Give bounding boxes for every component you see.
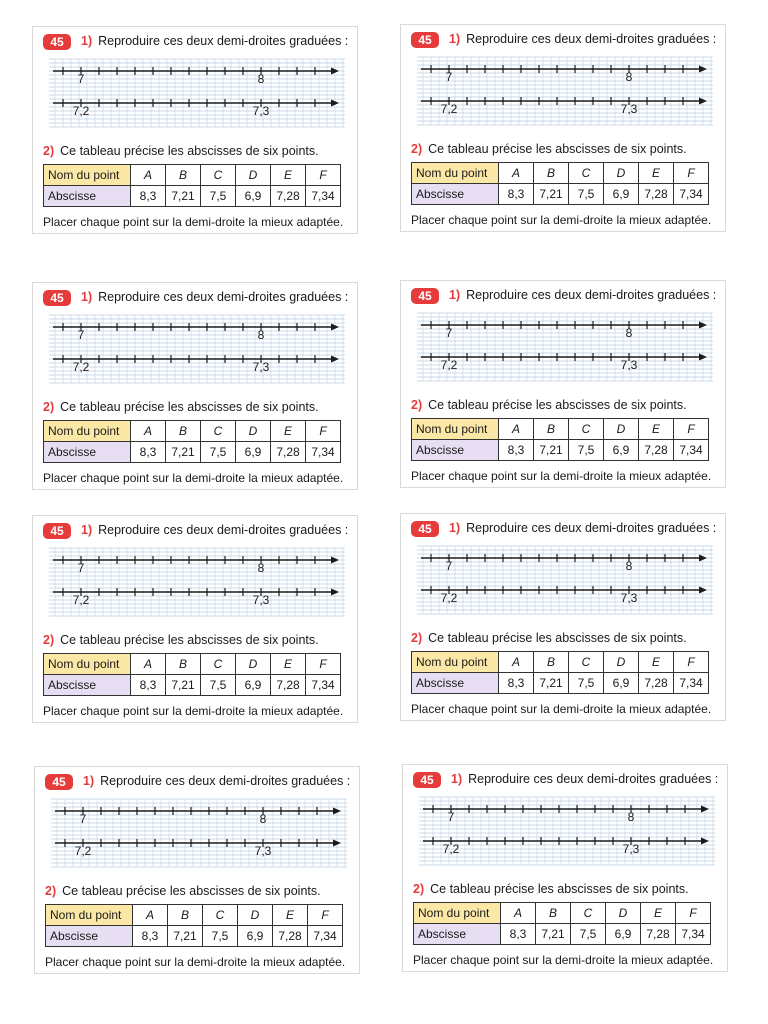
- instruction-text: Placer chaque point sur la demi-droite la mieux adaptée.: [43, 215, 344, 229]
- table-cell-value: 8,3: [499, 440, 534, 461]
- row-header-point-name: Nom du point: [44, 654, 131, 675]
- question-1: [449, 521, 716, 535]
- graduated-lines-figure: [49, 546, 345, 618]
- abscissa-table: [43, 420, 341, 463]
- row-header-abscissa: Abscisse: [44, 675, 131, 696]
- table-cell-point: A: [499, 419, 534, 440]
- question-1-number: 1): [83, 774, 95, 788]
- tick-label: 8: [625, 70, 633, 84]
- question-2-number: 2): [411, 631, 423, 645]
- table-cell-point: E: [271, 165, 306, 186]
- table-cell-value: 7,5: [201, 442, 236, 463]
- table-cell-value: 7,28: [271, 675, 306, 696]
- question-1: [449, 288, 716, 302]
- table-cell-value: 7,21: [166, 442, 201, 463]
- question-1-number: 1): [81, 523, 93, 537]
- instruction-text: Placer chaque point sur la demi-droite la mieux adaptée.: [411, 469, 712, 483]
- instruction-text: Placer chaque point sur la demi-droite la mieux adaptée.: [411, 702, 712, 716]
- table-cell-point: D: [236, 654, 271, 675]
- tick-label: 7: [79, 812, 87, 826]
- table-cell-point: C: [571, 903, 606, 924]
- table-cell-point: F: [674, 163, 709, 184]
- table-cell-value: 7,34: [674, 184, 709, 205]
- question-2-text: Ce tableau précise les abscisses de six points.: [428, 398, 687, 412]
- question-1: [83, 774, 350, 788]
- tick-label: 8: [625, 559, 633, 573]
- question-1: [449, 32, 716, 46]
- tick-label: 8: [257, 328, 265, 342]
- question-2: [43, 633, 319, 647]
- table-cell-point: F: [306, 165, 341, 186]
- abscissa-table: [411, 651, 709, 694]
- question-1-number: 1): [449, 32, 461, 46]
- table-cell-value: 7,5: [569, 184, 604, 205]
- table-cell-value: 7,34: [676, 924, 711, 945]
- row-header-abscissa: Abscisse: [412, 184, 499, 205]
- question-1-text: Reproduire ces deux demi-droites graduées :: [98, 290, 349, 304]
- tick-label: 8: [257, 72, 265, 86]
- table-cell-value: 7,28: [273, 926, 308, 947]
- table-row-abscissa: [412, 184, 709, 205]
- table-cell-value: 7,5: [203, 926, 238, 947]
- graduated-lines-figure: [417, 544, 713, 616]
- table-cell-value: 6,9: [604, 184, 639, 205]
- table-cell-point: A: [499, 163, 534, 184]
- question-1-text: Reproduire ces deux demi-droites graduées :: [466, 32, 717, 46]
- graduated-lines-figure: [417, 311, 713, 383]
- exercise-card: [32, 515, 358, 723]
- exercise-number-badge: 45: [411, 32, 439, 48]
- table-row-abscissa: [44, 186, 341, 207]
- question-2-number: 2): [411, 398, 423, 412]
- exercise-number-badge: 45: [411, 521, 439, 537]
- tick-label: 7: [445, 326, 453, 340]
- table-cell-point: E: [641, 903, 676, 924]
- table-cell-point: C: [569, 652, 604, 673]
- instruction-text: Placer chaque point sur la demi-droite la mieux adaptée.: [411, 213, 712, 227]
- table-cell-value: 7,5: [201, 186, 236, 207]
- table-cell-point: D: [238, 905, 273, 926]
- table-row-points: [44, 421, 341, 442]
- table-cell-value: 6,9: [236, 442, 271, 463]
- question-1-text: Reproduire ces deux demi-droites graduées :: [98, 523, 349, 537]
- question-1-number: 1): [449, 288, 461, 302]
- table-cell-point: E: [271, 654, 306, 675]
- tick-label: 7,3: [620, 358, 638, 372]
- tick-label: 7,3: [622, 842, 640, 856]
- table-cell-value: 7,28: [639, 440, 674, 461]
- table-cell-point: D: [604, 163, 639, 184]
- table-cell-value: 7,34: [306, 442, 341, 463]
- table-cell-value: 7,34: [308, 926, 343, 947]
- abscissa-table: [43, 653, 341, 696]
- row-header-abscissa: Abscisse: [44, 442, 131, 463]
- table-row-points: [44, 165, 341, 186]
- table-cell-point: E: [273, 905, 308, 926]
- table-cell-value: 7,21: [536, 924, 571, 945]
- row-header-abscissa: Abscisse: [414, 924, 501, 945]
- graduated-lines-figure: [49, 313, 345, 385]
- question-2: [411, 631, 687, 645]
- table-cell-value: 7,34: [674, 440, 709, 461]
- table-cell-point: D: [604, 652, 639, 673]
- instruction-text: Placer chaque point sur la demi-droite la mieux adaptée.: [413, 953, 714, 967]
- row-header-abscissa: Abscisse: [44, 186, 131, 207]
- tick-label: 7: [77, 561, 85, 575]
- graduated-lines-figure: [51, 797, 347, 869]
- table-cell-value: 7,34: [674, 673, 709, 694]
- table-cell-point: A: [131, 421, 166, 442]
- question-2: [413, 882, 689, 896]
- table-cell-value: 7,34: [306, 186, 341, 207]
- table-cell-point: A: [501, 903, 536, 924]
- table-cell-value: 8,3: [131, 675, 166, 696]
- table-cell-value: 7,5: [569, 673, 604, 694]
- table-cell-value: 6,9: [236, 186, 271, 207]
- table-row-abscissa: [46, 926, 343, 947]
- tick-label: 7,2: [440, 591, 458, 605]
- table-cell-point: D: [236, 165, 271, 186]
- table-cell-point: C: [201, 421, 236, 442]
- exercise-card: [402, 764, 728, 972]
- table-row-points: [44, 654, 341, 675]
- table-row-abscissa: [412, 673, 709, 694]
- tick-label: 7: [445, 559, 453, 573]
- table-cell-point: D: [236, 421, 271, 442]
- question-2-text: Ce tableau précise les abscisses de six points.: [428, 631, 687, 645]
- table-cell-value: 7,28: [271, 186, 306, 207]
- question-1: [451, 772, 718, 786]
- exercise-card: [32, 26, 358, 234]
- table-cell-value: 8,3: [131, 442, 166, 463]
- table-cell-value: 7,21: [534, 673, 569, 694]
- question-1-number: 1): [81, 34, 93, 48]
- table-cell-point: B: [166, 654, 201, 675]
- table-cell-point: C: [201, 165, 236, 186]
- tick-label: 8: [259, 812, 267, 826]
- table-cell-point: E: [639, 163, 674, 184]
- table-cell-value: 7,28: [271, 442, 306, 463]
- table-cell-point: F: [674, 652, 709, 673]
- graduated-lines-figure: [419, 795, 715, 867]
- tick-label: 7: [77, 72, 85, 86]
- row-header-point-name: Nom du point: [412, 419, 499, 440]
- exercise-number-badge: 45: [43, 523, 71, 539]
- row-header-abscissa: Abscisse: [412, 673, 499, 694]
- question-2-number: 2): [413, 882, 425, 896]
- table-cell-point: A: [133, 905, 168, 926]
- tick-label: 7,3: [252, 360, 270, 374]
- table-cell-point: F: [306, 421, 341, 442]
- table-cell-point: E: [639, 419, 674, 440]
- table-cell-point: C: [569, 419, 604, 440]
- row-header-point-name: Nom du point: [412, 163, 499, 184]
- exercise-number-badge: 45: [411, 288, 439, 304]
- table-row-abscissa: [414, 924, 711, 945]
- table-cell-value: 8,3: [133, 926, 168, 947]
- exercise-card: [400, 513, 726, 721]
- tick-label: 7,2: [72, 360, 90, 374]
- table-cell-point: F: [306, 654, 341, 675]
- table-cell-point: B: [166, 421, 201, 442]
- question-1: [81, 523, 348, 537]
- question-2-text: Ce tableau précise les abscisses de six points.: [430, 882, 689, 896]
- exercise-number-badge: 45: [45, 774, 73, 790]
- table-cell-value: 8,3: [501, 924, 536, 945]
- tick-label: 7,3: [252, 593, 270, 607]
- question-2-number: 2): [43, 633, 55, 647]
- table-cell-point: B: [168, 905, 203, 926]
- question-1-number: 1): [449, 521, 461, 535]
- question-1-text: Reproduire ces deux demi-droites graduées :: [98, 34, 349, 48]
- table-cell-value: 6,9: [238, 926, 273, 947]
- exercise-card: [32, 282, 358, 490]
- table-cell-value: 7,28: [641, 924, 676, 945]
- table-row-abscissa: [412, 440, 709, 461]
- table-cell-point: B: [534, 652, 569, 673]
- question-1-text: Reproduire ces deux demi-droites graduées :: [100, 774, 351, 788]
- row-header-abscissa: Abscisse: [46, 926, 133, 947]
- tick-label: 8: [627, 810, 635, 824]
- exercise-number-badge: 45: [43, 290, 71, 306]
- table-cell-point: B: [534, 419, 569, 440]
- table-cell-value: 8,3: [499, 184, 534, 205]
- question-2-text: Ce tableau précise les abscisses de six points.: [60, 144, 319, 158]
- tick-label: 7,2: [442, 842, 460, 856]
- table-row-abscissa: [44, 675, 341, 696]
- question-2: [411, 398, 687, 412]
- table-row-points: [46, 905, 343, 926]
- table-row-abscissa: [44, 442, 341, 463]
- exercise-card: [34, 766, 360, 974]
- table-cell-value: 6,9: [606, 924, 641, 945]
- table-row-points: [414, 903, 711, 924]
- question-2-number: 2): [43, 400, 55, 414]
- table-cell-value: 7,28: [639, 184, 674, 205]
- table-cell-value: 8,3: [131, 186, 166, 207]
- question-2-text: Ce tableau précise les abscisses de six points.: [60, 633, 319, 647]
- table-row-points: [412, 419, 709, 440]
- table-cell-value: 7,21: [168, 926, 203, 947]
- abscissa-table: [45, 904, 343, 947]
- table-cell-point: F: [676, 903, 711, 924]
- tick-label: 7,2: [440, 102, 458, 116]
- tick-label: 7,3: [254, 844, 272, 858]
- tick-label: 7,2: [440, 358, 458, 372]
- row-header-point-name: Nom du point: [46, 905, 133, 926]
- row-header-point-name: Nom du point: [412, 652, 499, 673]
- table-cell-point: A: [131, 654, 166, 675]
- row-header-point-name: Nom du point: [44, 165, 131, 186]
- question-2-number: 2): [411, 142, 423, 156]
- table-cell-point: A: [131, 165, 166, 186]
- tick-label: 7,3: [620, 591, 638, 605]
- question-2: [411, 142, 687, 156]
- tick-label: 7,3: [620, 102, 638, 116]
- table-cell-point: A: [499, 652, 534, 673]
- abscissa-table: [413, 902, 711, 945]
- instruction-text: Placer chaque point sur la demi-droite la mieux adaptée.: [43, 704, 344, 718]
- abscissa-table: [411, 418, 709, 461]
- question-1: [81, 34, 348, 48]
- abscissa-table: [411, 162, 709, 205]
- tick-label: 7: [445, 70, 453, 84]
- table-cell-value: 7,28: [639, 673, 674, 694]
- table-cell-point: D: [604, 419, 639, 440]
- graduated-lines-figure: [417, 55, 713, 127]
- table-cell-value: 6,9: [236, 675, 271, 696]
- table-row-points: [412, 652, 709, 673]
- tick-label: 8: [257, 561, 265, 575]
- table-cell-value: 6,9: [604, 440, 639, 461]
- question-2-number: 2): [45, 884, 57, 898]
- table-cell-value: 7,5: [571, 924, 606, 945]
- row-header-abscissa: Abscisse: [412, 440, 499, 461]
- table-cell-value: 8,3: [499, 673, 534, 694]
- question-1-text: Reproduire ces deux demi-droites graduées :: [468, 772, 719, 786]
- instruction-text: Placer chaque point sur la demi-droite la mieux adaptée.: [43, 471, 344, 485]
- question-2-text: Ce tableau précise les abscisses de six points.: [428, 142, 687, 156]
- question-2: [43, 144, 319, 158]
- question-2: [45, 884, 321, 898]
- question-1-number: 1): [81, 290, 93, 304]
- table-cell-point: C: [203, 905, 238, 926]
- table-cell-value: 7,5: [201, 675, 236, 696]
- tick-label: 7: [447, 810, 455, 824]
- tick-label: 7,2: [72, 593, 90, 607]
- graduated-lines-figure: [49, 57, 345, 129]
- tick-label: 8: [625, 326, 633, 340]
- table-cell-value: 7,34: [306, 675, 341, 696]
- question-1-text: Reproduire ces deux demi-droites graduées :: [466, 288, 717, 302]
- question-1: [81, 290, 348, 304]
- table-cell-point: B: [534, 163, 569, 184]
- exercise-card: [400, 280, 726, 488]
- table-cell-point: D: [606, 903, 641, 924]
- table-cell-point: B: [166, 165, 201, 186]
- table-cell-point: C: [201, 654, 236, 675]
- row-header-point-name: Nom du point: [414, 903, 501, 924]
- instruction-text: Placer chaque point sur la demi-droite la mieux adaptée.: [45, 955, 346, 969]
- table-cell-point: E: [639, 652, 674, 673]
- tick-label: 7,3: [252, 104, 270, 118]
- table-row-points: [412, 163, 709, 184]
- question-1-number: 1): [451, 772, 463, 786]
- question-1-text: Reproduire ces deux demi-droites graduées :: [466, 521, 717, 535]
- table-cell-value: 7,21: [166, 186, 201, 207]
- question-2-number: 2): [43, 144, 55, 158]
- table-cell-point: B: [536, 903, 571, 924]
- tick-label: 7: [77, 328, 85, 342]
- table-cell-value: 7,21: [166, 675, 201, 696]
- table-cell-value: 7,21: [534, 184, 569, 205]
- row-header-point-name: Nom du point: [44, 421, 131, 442]
- table-cell-point: F: [308, 905, 343, 926]
- table-cell-point: E: [271, 421, 306, 442]
- tick-label: 7,2: [72, 104, 90, 118]
- exercise-number-badge: 45: [413, 772, 441, 788]
- exercise-number-badge: 45: [43, 34, 71, 50]
- table-cell-point: F: [674, 419, 709, 440]
- question-2-text: Ce tableau précise les abscisses de six points.: [60, 400, 319, 414]
- question-2-text: Ce tableau précise les abscisses de six points.: [62, 884, 321, 898]
- table-cell-value: 7,5: [569, 440, 604, 461]
- table-cell-value: 6,9: [604, 673, 639, 694]
- abscissa-table: [43, 164, 341, 207]
- question-2: [43, 400, 319, 414]
- exercise-card: [400, 24, 726, 232]
- table-cell-value: 7,21: [534, 440, 569, 461]
- table-cell-point: C: [569, 163, 604, 184]
- tick-label: 7,2: [74, 844, 92, 858]
